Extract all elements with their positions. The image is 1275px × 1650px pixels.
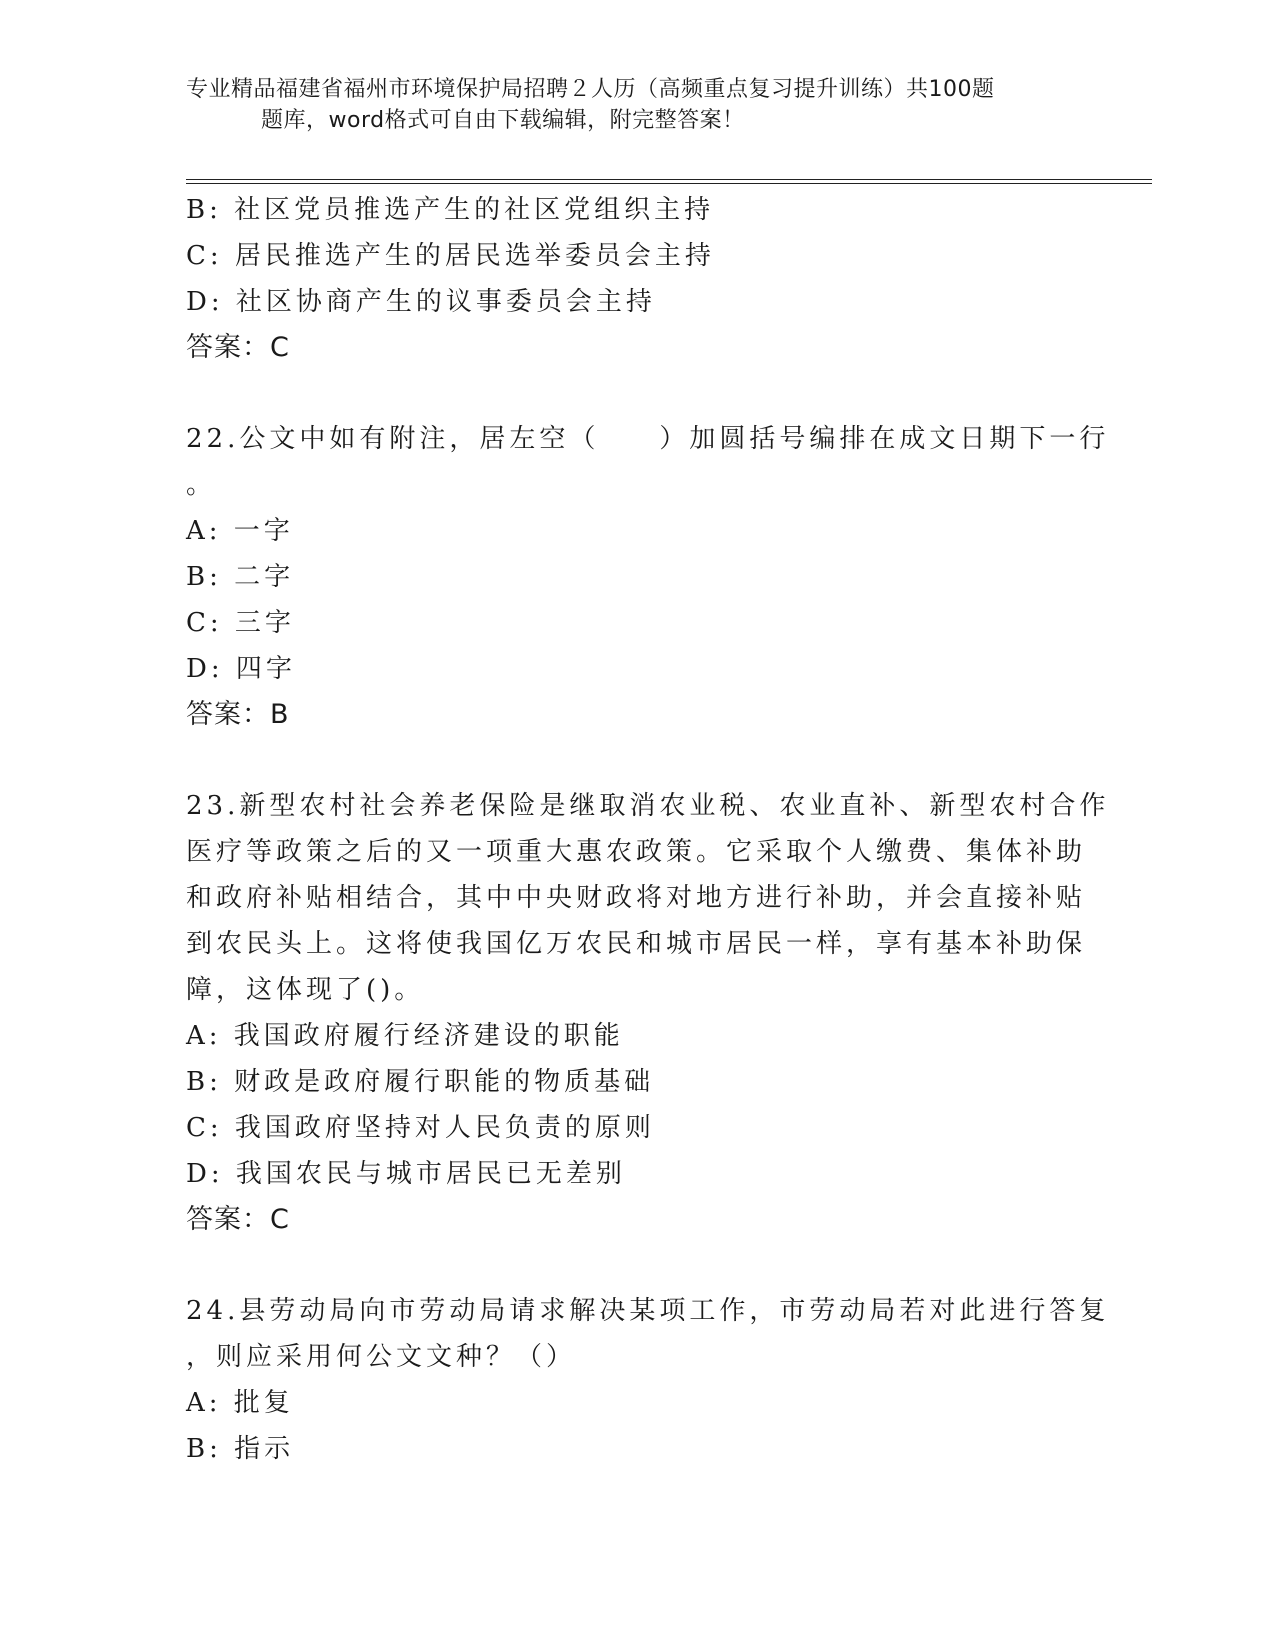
question-23-stem-line: 到农民头上。这将使我国亿万农民和城市居民一样，享有基本补助保	[186, 929, 1087, 959]
question-23-stem-line: 医疗等政策之后的又一项重大惠农政策。它采取个人缴费、集体补助	[186, 837, 1087, 867]
document-body	[186, 187, 1110, 1472]
option-d: D: 社区协商产生的议事委员会主持	[186, 287, 656, 317]
question-22-stem-line: 。	[186, 470, 217, 500]
question-24-stem-line: 24.县劳动局向市劳动局请求解决某项工作，市劳动局若对此进行答复	[186, 1296, 1110, 1326]
option-d: D: 我国农民与城市居民已无差别	[186, 1159, 626, 1189]
question-23-stem-line: 障，这体现了()。	[186, 975, 425, 1005]
option-b: B: 二字	[186, 562, 295, 592]
question-23-stem-line: 23.新型农村社会养老保险是继取消农业税、农业直补、新型农村合作	[186, 791, 1110, 821]
option-d: D: 四字	[186, 654, 296, 684]
option-a: A: 批复	[186, 1388, 294, 1418]
option-c: C: 我国政府坚持对人民负责的原则	[186, 1113, 655, 1143]
question-24-stem-line: ，则应采用何公文文种？（）	[186, 1342, 577, 1372]
question-23-stem-line: 和政府补贴相结合，其中中央财政将对地方进行补助，并会直接补贴	[186, 883, 1087, 913]
option-a: A: 一字	[186, 516, 294, 546]
answer-line: 答案：C	[186, 1204, 290, 1235]
header-divider-bottom	[186, 183, 1152, 184]
question-22-stem-line: 22.公文中如有附注，居左空（ ）加圆括号编排在成文日期下一行	[186, 424, 1110, 454]
option-b: B: 社区党员推选产生的社区党组织主持	[186, 195, 715, 225]
document-header	[186, 74, 1086, 136]
option-b: B: 指示	[186, 1434, 295, 1464]
header-title-line-2: 题库，word格式可自由下载编辑，附完整答案！	[261, 108, 745, 133]
answer-line: 答案：B	[186, 699, 290, 730]
answer-line: 答案：C	[186, 332, 290, 363]
header-title-line-1: 专业精品福建省福州市环境保护局招聘２人历（高频重点复习提升训练）共100题	[186, 77, 995, 102]
header-divider-top	[186, 179, 1152, 180]
option-a: A: 我国政府履行经济建设的职能	[186, 1021, 624, 1051]
option-c: C: 三字	[186, 608, 295, 638]
option-b: B: 财政是政府履行职能的物质基础	[186, 1067, 655, 1097]
option-c: C: 居民推选产生的居民选举委员会主持	[186, 241, 715, 271]
